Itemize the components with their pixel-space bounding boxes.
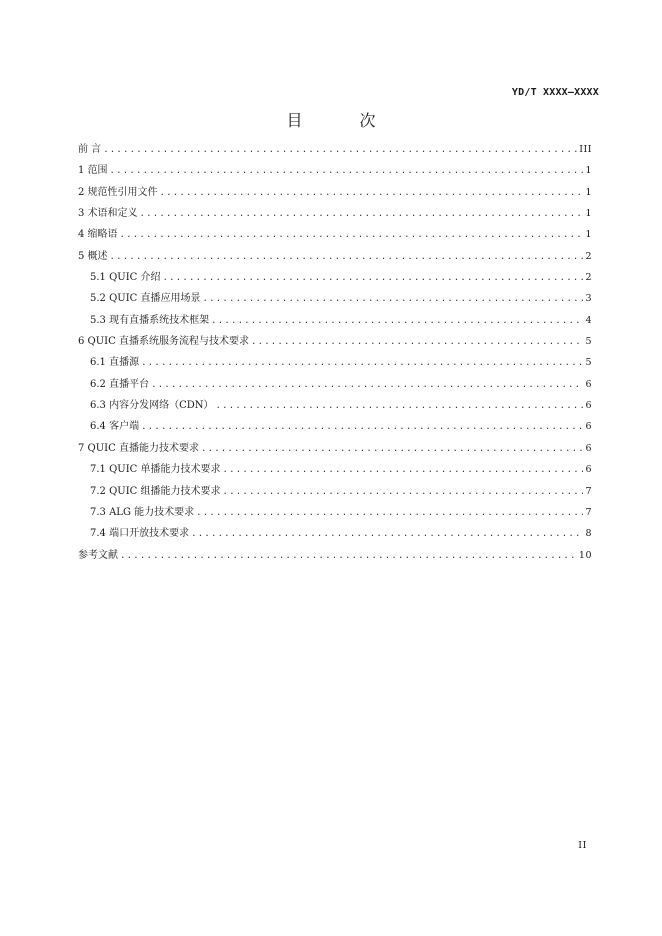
dot-leader: [203, 294, 584, 304]
toc-entry-page: 6: [585, 421, 592, 433]
dot-leader: [223, 487, 584, 497]
toc-entry-capability-requirements[interactable]: [78, 439, 592, 460]
toc-entry-page: 10: [578, 549, 592, 561]
dot-leader: [120, 551, 577, 561]
dot-leader: [196, 508, 583, 518]
document-code: YD/T XXXX—XXXX: [511, 87, 599, 98]
dot-leader: [140, 209, 584, 219]
toc-entry-cdn[interactable]: [78, 396, 592, 417]
toc-entry-label: 6 QUIC 直播系统服务流程与技术要求: [78, 336, 249, 348]
toc-entry-label: 5.2 QUIC 直播应用场景: [90, 293, 201, 305]
dot-leader: [223, 465, 584, 475]
dot-leader: [120, 230, 584, 240]
toc-entry-label: 6.4 客户端: [90, 421, 140, 433]
dot-leader: [163, 273, 584, 283]
toc-entry-unicast[interactable]: [78, 460, 592, 481]
toc-entry-label: 5.3 现有直播系统技术框架: [90, 314, 210, 326]
dot-leader: [251, 337, 584, 347]
toc-entry-label: 7.1 QUIC 单播能力技术要求: [90, 464, 221, 476]
dot-leader: [211, 316, 583, 326]
dot-leader: [201, 444, 584, 454]
toc-entry-alg[interactable]: [78, 503, 592, 524]
table-of-contents: [78, 140, 592, 567]
toc-entry-service-flow[interactable]: [78, 332, 592, 353]
toc-entry-live-platform[interactable]: [78, 375, 592, 396]
toc-entry-label: 参考文献: [78, 549, 118, 561]
toc-entry-label: 7.3 ALG 能力技术要求: [90, 506, 195, 518]
toc-entry-page: 1: [585, 165, 592, 177]
toc-entry-page: 5: [585, 336, 592, 348]
toc-title: 目 次: [286, 111, 402, 130]
toc-entry-live-source[interactable]: [78, 353, 592, 374]
toc-entry-page: 1: [585, 229, 592, 241]
toc-entry-terms-definitions[interactable]: [78, 204, 592, 225]
dot-leader: [191, 529, 583, 539]
toc-entry-port-opening[interactable]: [78, 524, 592, 545]
toc-entry-label: 6.3 内容分发网络（CDN）: [90, 400, 214, 412]
dot-leader: [160, 188, 584, 198]
page-number: II: [578, 840, 587, 851]
toc-entry-page: III: [579, 144, 592, 155]
toc-entry-overview[interactable]: [78, 247, 592, 268]
toc-entry-label: 7.2 QUIC 组播能力技术要求: [90, 485, 221, 497]
toc-entry-page: 6: [585, 442, 592, 454]
dot-leader: [141, 422, 583, 432]
toc-entry-quic-intro[interactable]: [78, 268, 592, 289]
toc-entry-page: 5: [585, 357, 592, 369]
toc-entry-page: 3: [585, 293, 592, 305]
toc-entry-label: 前 言: [78, 144, 102, 155]
toc-entry-multicast[interactable]: [78, 482, 592, 503]
toc-entry-page: 6: [585, 378, 592, 390]
toc-entry-page: 7: [585, 485, 592, 497]
toc-entry-label: 3 术语和定义: [78, 208, 138, 220]
toc-entry-foreword[interactable]: [78, 140, 592, 161]
toc-entry-page: 2: [585, 272, 592, 284]
dot-leader: [110, 252, 584, 262]
toc-entry-label: 2 规范性引用文件: [78, 186, 158, 198]
toc-entry-abbreviations[interactable]: [78, 225, 592, 246]
toc-entry-normative-references[interactable]: [78, 183, 592, 204]
toc-entry-label: 5.1 QUIC 介绍: [90, 272, 161, 284]
dot-leader: [103, 145, 577, 155]
toc-entry-page: 1: [585, 186, 592, 198]
toc-entry-page: 7: [585, 506, 592, 518]
toc-entry-client[interactable]: [78, 417, 592, 438]
toc-entry-label: 1 范围: [78, 165, 108, 177]
toc-entry-label: 5 概述: [78, 250, 108, 262]
toc-entry-page: 6: [585, 400, 592, 412]
toc-entry-label: 6.1 直播源: [90, 357, 140, 369]
dot-leader: [110, 166, 584, 176]
toc-entry-scope[interactable]: [78, 161, 592, 182]
toc-entry-label: 7 QUIC 直播能力技术要求: [78, 442, 199, 454]
toc-entry-page: 6: [585, 464, 592, 476]
toc-entry-label: 7.4 端口开放技术要求: [90, 528, 190, 540]
toc-entry-quic-live-scenarios[interactable]: [78, 289, 592, 310]
dot-leader: [141, 358, 583, 368]
toc-entry-page: 1: [585, 208, 592, 220]
toc-entry-existing-framework[interactable]: [78, 311, 592, 332]
toc-entry-label: 4 缩略语: [78, 229, 118, 241]
toc-entry-label: 6.2 直播平台: [90, 378, 150, 390]
toc-entry-bibliography[interactable]: [78, 546, 592, 567]
toc-entry-page: 2: [585, 250, 592, 262]
dot-leader: [151, 380, 583, 390]
toc-entry-page: 8: [585, 528, 592, 540]
toc-entry-page: 4: [585, 314, 592, 326]
dot-leader: [216, 401, 584, 411]
